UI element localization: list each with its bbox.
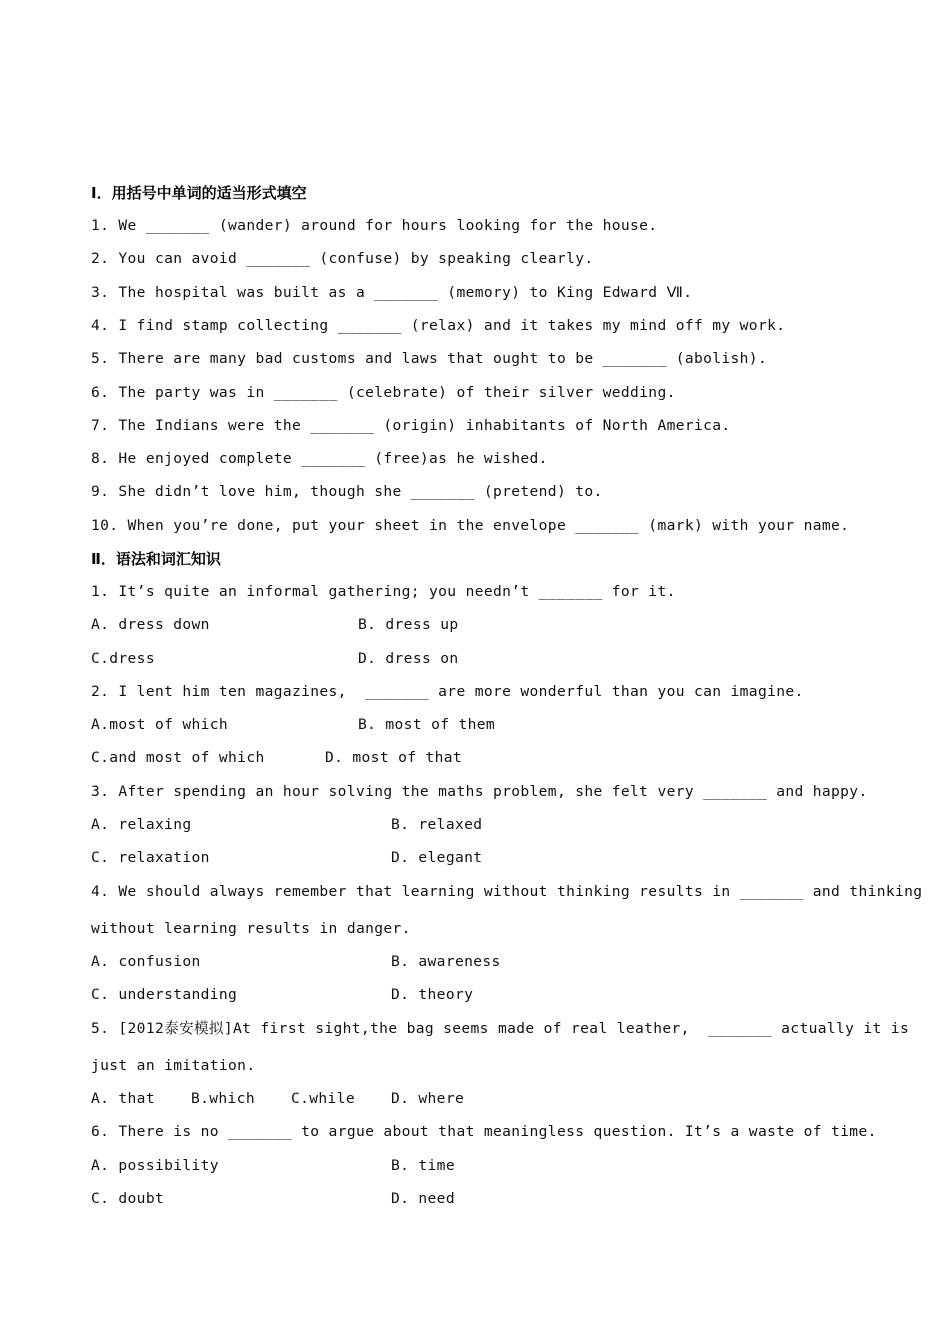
- question-6-option-d: D. need: [391, 1190, 455, 1207]
- fill-item-6: 6. The party was in _______ (celebrate) of their silver wedding.: [91, 384, 676, 401]
- fill-item-10: 10. When you’re done, put your sheet in the envelope _______ (mark) with your name.: [91, 517, 850, 534]
- question-5-stem-line-2: just an imitation.: [91, 1057, 256, 1074]
- question-4-option-d: D. theory: [391, 986, 474, 1003]
- question-4-option-b: B. awareness: [391, 953, 501, 970]
- question-4-stem-line-2: without learning results in danger.: [91, 920, 411, 937]
- question-2-option-b: B. most of them: [358, 716, 496, 733]
- question-2-option-d: D. most of that: [325, 749, 463, 766]
- question-3-stem: 3. After spending an hour solving the maths problem, she felt very _______ and happy.: [91, 783, 868, 800]
- fill-item-2: 2. You can avoid _______ (confuse) by speaking clearly.: [91, 250, 594, 267]
- fill-item-3: 3. The hospital was built as a _______ (memory) to King Edward Ⅶ.: [91, 284, 693, 301]
- question-5-option-b: B.which: [191, 1090, 255, 1107]
- question-2-option-a: A.most of which: [91, 716, 229, 733]
- question-1-option-d: D. dress on: [358, 650, 459, 667]
- question-1-stem: 1. It’s quite an informal gathering; you needn’t _______ for it.: [91, 583, 676, 600]
- question-5-stem-line-1: 5. [2012泰安模拟]At first sight,the bag seems made of real leather, _______ actually it is: [91, 1020, 910, 1037]
- fill-item-8: 8. He enjoyed complete _______ (free)as he wished.: [91, 450, 548, 467]
- question-3-option-a: A. relaxing: [91, 816, 192, 833]
- fill-item-9: 9. She didn’t love him, though she _______ (pretend) to.: [91, 483, 603, 500]
- question-2-option-c: C.and most of which: [91, 749, 265, 766]
- fill-item-7: 7. The Indians were the _______ (origin) inhabitants of North America.: [91, 417, 731, 434]
- question-1-option-c: C.dress: [91, 650, 155, 667]
- question-4-stem-line-1: 4. We should always remember that learning without thinking results in _______ and thinking: [91, 883, 923, 900]
- question-1-option-b: B. dress up: [358, 616, 459, 633]
- question-6-option-b: B. time: [391, 1157, 455, 1174]
- question-4-option-a: A. confusion: [91, 953, 201, 970]
- question-1-option-a: A. dress down: [91, 616, 210, 633]
- question-4-option-c: C. understanding: [91, 986, 238, 1003]
- question-5-option-c: C.while: [291, 1090, 355, 1107]
- question-5-option-a: A. that: [91, 1090, 155, 1107]
- question-6-option-c: C. doubt: [91, 1190, 165, 1207]
- section-1-heading: Ⅰ．用括号中单词的适当形式填空: [91, 184, 307, 202]
- section-2-heading: Ⅱ．语法和词汇知识: [91, 550, 221, 568]
- fill-item-5: 5. There are many bad customs and laws that ought to be _______ (abolish).: [91, 350, 768, 367]
- question-6-option-a: A. possibility: [91, 1157, 219, 1174]
- question-6-stem: 6. There is no _______ to argue about that meaningless question. It’s a waste of time.: [91, 1123, 877, 1140]
- question-3-option-c: C. relaxation: [91, 849, 210, 866]
- question-3-option-d: D. elegant: [391, 849, 483, 866]
- fill-item-4: 4. I find stamp collecting _______ (relax) and it takes my mind off my work.: [91, 317, 786, 334]
- question-2-stem: 2. I lent him ten magazines, _______ are more wonderful than you can imagine.: [91, 683, 804, 700]
- question-3-option-b: B. relaxed: [391, 816, 483, 833]
- fill-item-1: 1. We _______ (wander) around for hours looking for the house.: [91, 217, 658, 234]
- question-5-option-d: D. where: [391, 1090, 465, 1107]
